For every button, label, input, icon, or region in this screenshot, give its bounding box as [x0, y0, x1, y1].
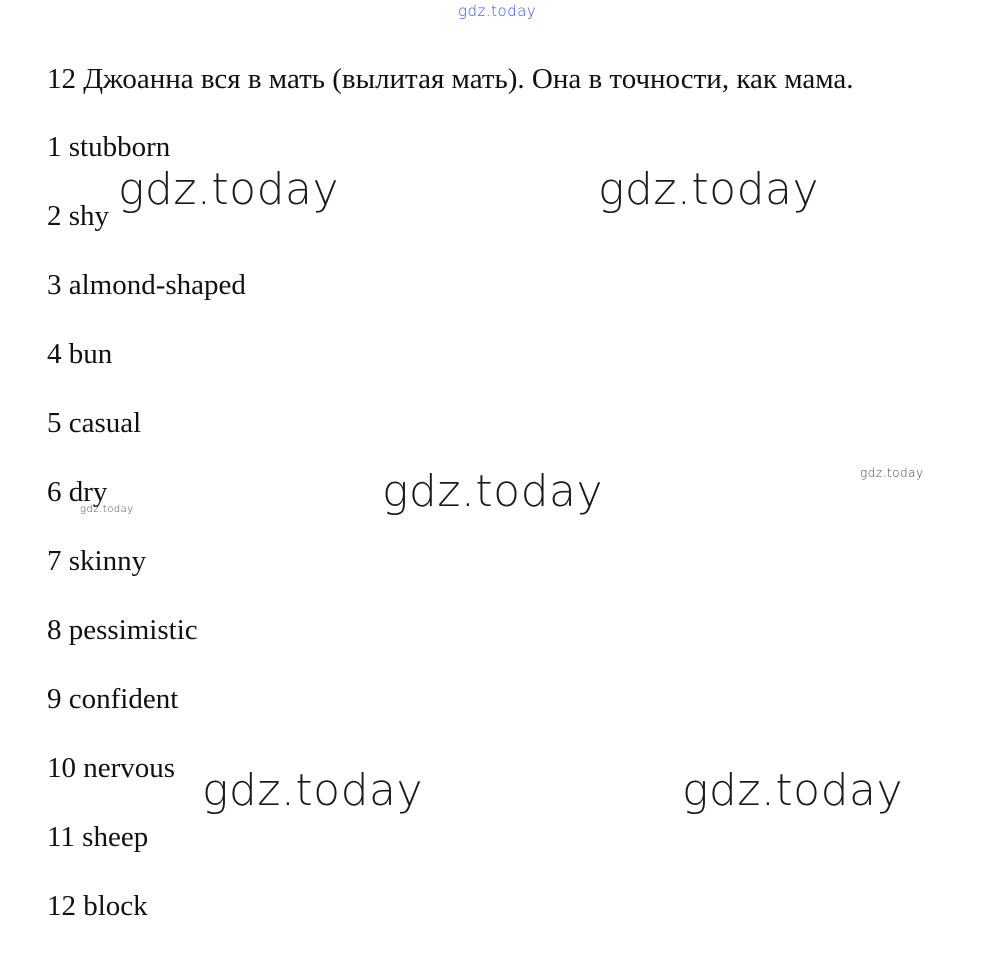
list-item-3: 3 almond-shaped — [47, 269, 246, 301]
list-item-6: 6 dry — [47, 476, 108, 508]
list-item-2: 2 shy — [47, 200, 110, 232]
heading-sentence: 12 Джоанна вся в мать (вылитая мать). Она в точности, как мама. — [47, 63, 854, 95]
watermark-small: gdz.today — [80, 504, 134, 515]
list-item-11: 11 sheep — [47, 821, 149, 853]
list-item-9: 9 confident — [47, 683, 179, 715]
list-item-1: 1 stubborn — [47, 131, 171, 163]
list-item-7: 7 skinny — [47, 545, 147, 577]
list-item-5: 5 casual — [47, 407, 142, 439]
list-item-8: 8 pessimistic — [47, 614, 198, 646]
watermark-big: gdz.today — [598, 164, 820, 215]
watermark-big: gdz.today — [682, 765, 904, 816]
watermark-big: gdz.today — [382, 466, 604, 517]
watermark-top: gdz.today — [458, 2, 537, 20]
watermark-small: gdz.today — [860, 466, 924, 480]
list-item-4: 4 bun — [47, 338, 113, 370]
list-item-10: 10 nervous — [47, 752, 176, 784]
list-item-12: 12 block — [47, 890, 148, 922]
watermark-big: gdz.today — [118, 164, 340, 215]
watermark-big: gdz.today — [202, 765, 424, 816]
